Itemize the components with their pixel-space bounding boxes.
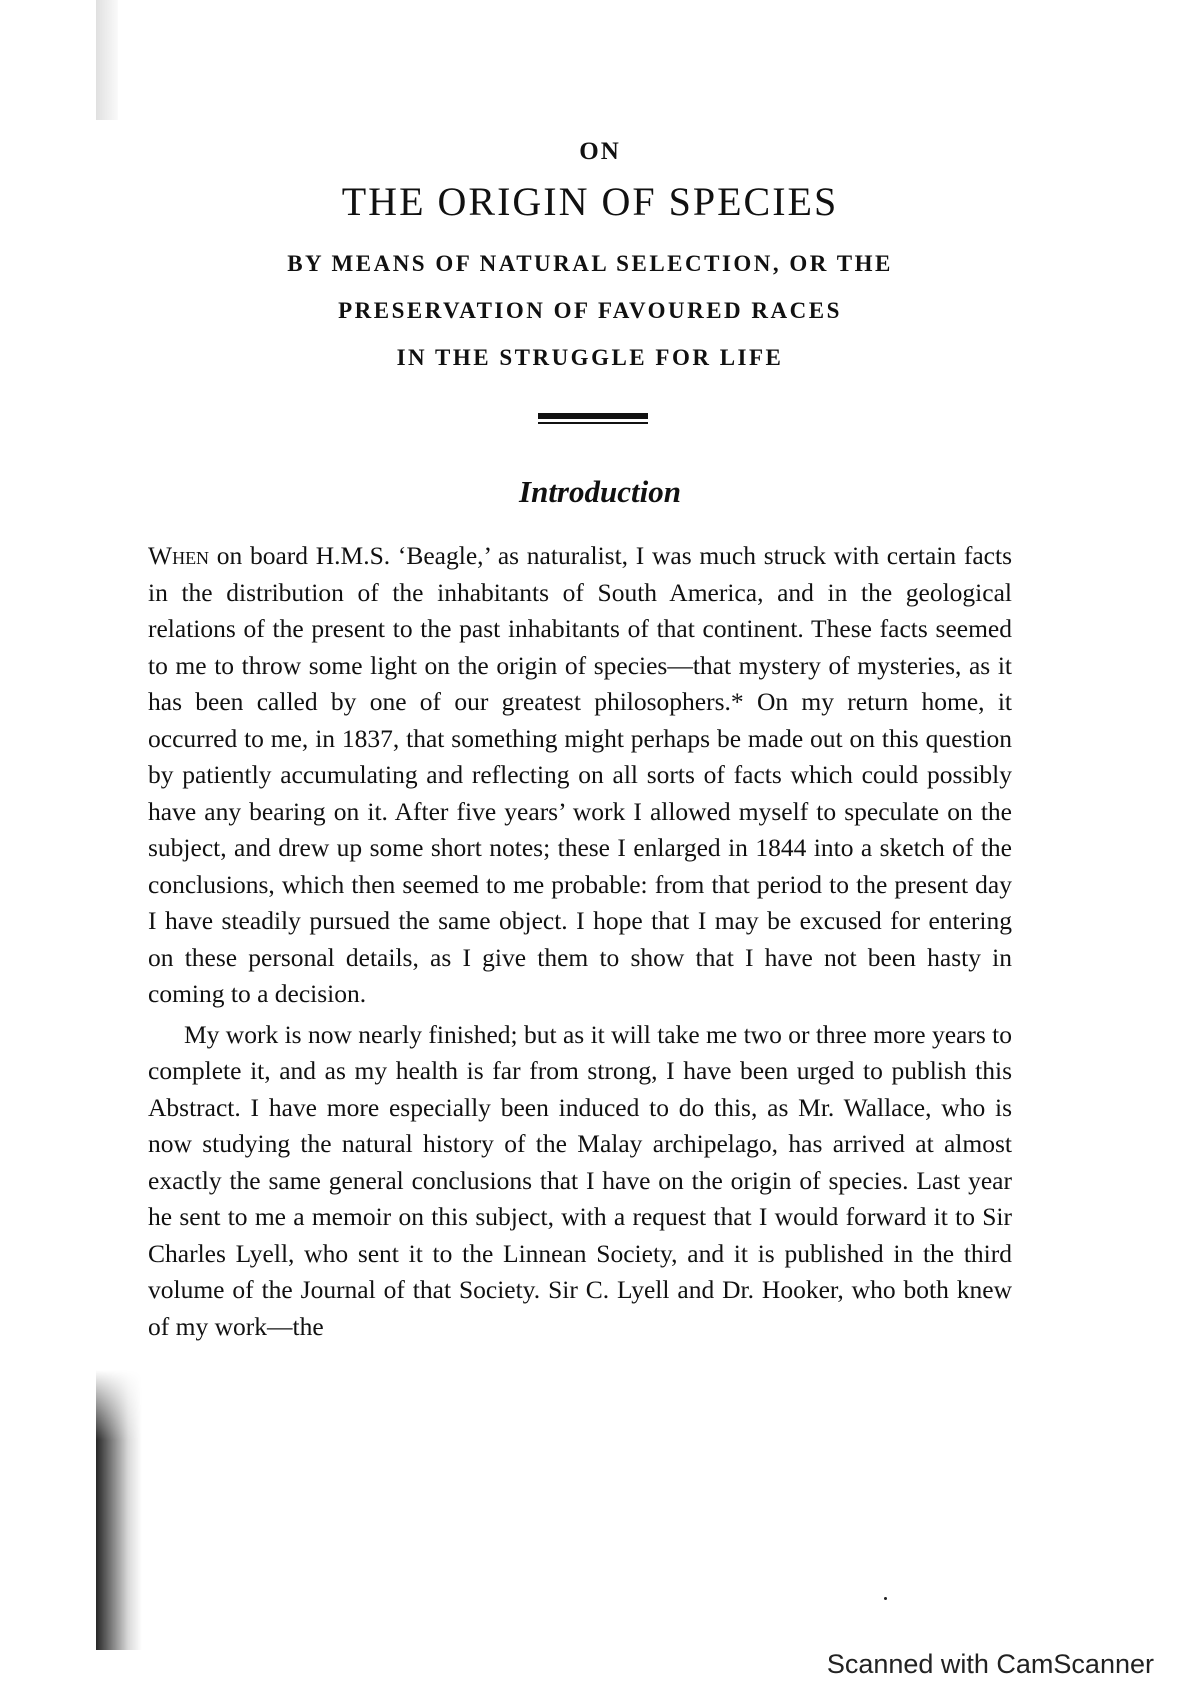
scan-speck: [884, 1597, 887, 1600]
paragraph-lead-word: When: [148, 541, 210, 570]
paragraph-text: on board H.M.S. ‘Beagle,’ as naturalist, I was much struck with certain facts in the distribution of the inhabitants of South America, and in the geological relations of the present to the past inhabitants of that continent. These facts seemed to me to throw some light on the origin of species—that mystery of mysteries, as it has been called by one of our greatest philosophers.* On my return home, it occurred to me, in 1837, that something might perhaps be made out on this question by patiently accumulating and reflecting on all sorts of facts which could possibly have any bearing on it. After five years’ work I allowed myself to speculate on the subject, and drew up some short notes; these I enlarged in 1844 into a sketch of the conclusions, which then seemed to me probable: from that period to the present day I have steadily pursued the same object. I hope that I may be excused for entering on these personal details, as I give them to show that I have not been hasty in coming to a decision.: [148, 541, 1012, 1008]
paragraph-text: My work is now nearly finished; but as it will take me two or three more years to complete it, and as my health is far from strong, I have been urged to publish this Abstract. I have more especially been induced to do this, as Mr. Wallace, who is now studying the natural history of the Malay archipelago, has arrived at almost exactly the same general conclusions that I have on the origin of species. Last year he sent to me a memoir on this subject, with a request that I would forward it to Sir Charles Lyell, who sent it to the Linnean Society, and it is published in the third volume of the Journal of that Society. Sir C. Lyell and Dr. Hooker, who both knew of my work—the: [148, 1019, 1012, 1341]
divider-thin-line: [538, 422, 648, 424]
book-title: THE ORIGIN OF SPECIES: [341, 179, 839, 224]
body-text: [148, 538, 1012, 1345]
double-rule-divider: [538, 413, 648, 425]
title-prefix: ON: [579, 138, 621, 165]
subtitle-line: IN THE STRUGGLE FOR LIFE: [396, 345, 784, 370]
scan-edge-shadow-top: [96, 0, 118, 120]
scanner-watermark: Scanned with CamScanner: [826, 1649, 1154, 1679]
paragraph: [148, 1017, 1012, 1346]
book-subtitle: [230, 240, 950, 381]
section-heading: Introduction: [519, 474, 681, 509]
subtitle-line: BY MEANS OF NATURAL SELECTION, OR THE: [287, 251, 893, 276]
scan-edge-shadow-bottom: [96, 1370, 142, 1650]
subtitle-line: PRESERVATION OF FAVOURED RACES: [338, 298, 842, 323]
paragraph: [148, 538, 1012, 1013]
divider-thick-line: [538, 413, 648, 419]
